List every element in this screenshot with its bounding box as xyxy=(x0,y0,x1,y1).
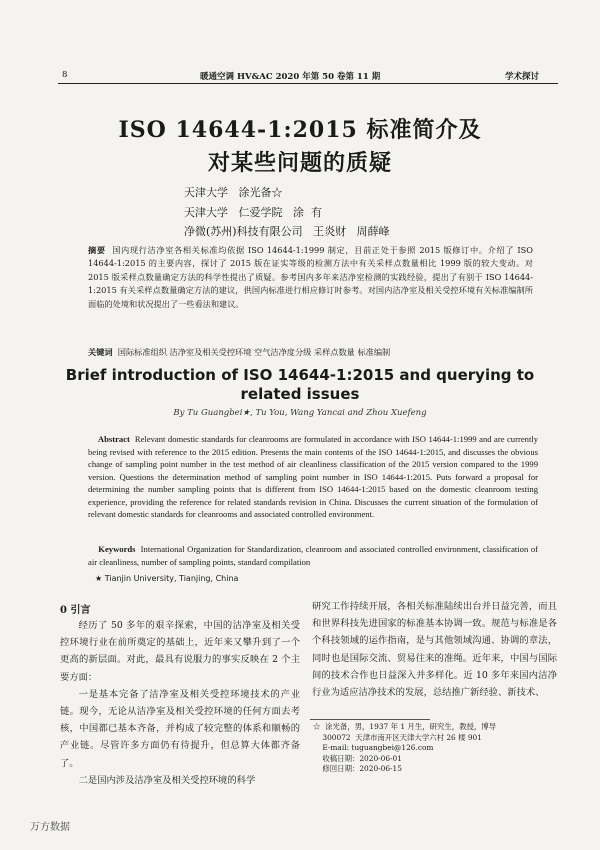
abstract-en-text: Relevant domestic standards for cleanrooms are formulated in accordance with ISO 14644-1:1999 and are currently being revised with reference to the 2015 edition. Presents the main contents of the ISO 14644-1:2015, and discusses the obvious change of sampling point number in the test method of air cleanliness classification of the 2015 version compared to the 1999 version. Questions the determination method of sampling point number in ISO 14644-1:2015. Puts forward a proposal for determining the number sampling points that is different from ISO 14644-1:2015 based on the domestic cleanroom testing experience, providing the reference for related standards revision in China. Discusses the current situation of the formulation of relevant domestic standards for cleanrooms and associated controlled environment. xyxy=(88,434,539,519)
section-heading: 0 引言 xyxy=(60,605,91,616)
title-en-line1: Brief introduction of ISO 14644-1:2015 and querying to xyxy=(65,366,535,384)
abstract-cn-text: 国内现行洁净室各相关标准均依据 ISO 14644-1:1999 制定，目前正处于参照 2015 版修订中。介绍了 ISO 14644-1:2015 的主要内容，探讨了 2015 版在证实等级的检测方法中有关采样点数量相比 1999 版的较大变动。对 2015 版采样点数量确定方法的科学性提出了质疑。参考国内多年来洁净室检测的实践经验，提出了有别于 ISO 14644-1:2015 有关采样点数量确定方法的建议，供国内标准进行相应修订时参考。对国内洁净室及相关受控环境有关标准编制所面临的处境和状况提出了一些看法和建议。 xyxy=(88,245,533,309)
title-cn-line2: 对某些问题的质疑 xyxy=(207,150,392,176)
footnote-rule xyxy=(310,719,430,720)
footnote-line: ☆ 涂光备，男，1937 年 1 月生，研究生，教授，博导 xyxy=(313,722,497,731)
author-line-3: 净微(苏州)科技有限公司 王炎财 周薛峰 xyxy=(184,225,390,238)
section-label: 学术探讨 xyxy=(505,72,540,82)
keywords-cn-text: 国际标准组织 洁净室及相关受控环境 空气洁净度分级 采样点数量 标准编制 xyxy=(117,347,391,357)
authors-en: By Tu Guangbei★, Tu You, Wang Yancai and Zhou Xuefeng xyxy=(173,408,427,418)
keywords-cn xyxy=(88,346,533,359)
keywords-cn-label: 关键词 xyxy=(88,347,113,357)
keywords-en-label: Keywords xyxy=(98,544,136,554)
keywords-en xyxy=(88,543,538,568)
header-rule xyxy=(58,83,558,84)
paragraph: 研究工作持续开展，各相关标准陆续出台并日益完善，而且和世界科技先进国家的标准基本协调一致。规范与标准是各个科技领域的运作指南，是与其他领域沟通、协调的章法，同时也是国际交流、贸易往来的准绳。近年来，中国与国际间的技术合作也日益深入并多样化。近 10 多年来国内洁净行业为适应洁净技术的发展，总结推广新经验、新技术、 xyxy=(312,601,557,699)
abstract-en xyxy=(88,433,538,521)
footnote-line: 300072 天津市南开区天津大学六村 26 楼 901 xyxy=(313,732,482,742)
page-number: 8 xyxy=(62,70,68,80)
paragraph: 一是基本完备了洁净室及相关受控环境技术的产业链。现今，无论从洁净室及相关受控环境的任何方面去考核，中国都已基本齐备，并构成了较完整的体系和顺畅的产业链。尽管许多方面仍有待提升，但总算大体都齐备了。 xyxy=(60,688,300,769)
footnote-line: 收稿日期：2020-06-01 xyxy=(313,753,402,763)
author-line-2: 天津大学 仁爱学院 涂 有 xyxy=(184,206,322,219)
watermark: 万方数据 xyxy=(30,822,70,833)
footnote-line: E-mail: tuguangbei@126.com xyxy=(313,743,434,752)
affiliation-en: ★ Tianjin University, Tianjing, China xyxy=(95,574,239,583)
abstract-cn xyxy=(88,244,533,311)
paragraph: 经历了 50 多年的艰辛探索，中国的洁净室及相关受控环境行业在前所奠定的基础上，近年来又攀升到了一个更高的新层面。对此，最具有说服力的事实反映在 2 个主要方面： xyxy=(60,620,300,683)
title-cn-line1: ISO 14644-1:2015 标准简介及 xyxy=(118,117,482,143)
abstract-cn-label: 摘要 xyxy=(88,245,106,255)
paragraph: 二是国内涉及洁净室及相关受控环境的科学 xyxy=(78,774,256,786)
abstract-en-label: Abstract xyxy=(97,434,130,444)
keywords-en-text: International Organization for Standardization, cleanroom and associated controlled environment, classification of air cleanliness, number of sampling points, standard compilation xyxy=(88,544,538,567)
right-column xyxy=(312,598,557,701)
footnote-line: 修回日期：2020-06-15 xyxy=(313,764,402,773)
title-en-line2: related issues xyxy=(240,385,360,403)
author-line-1: 天津大学 涂光备☆ xyxy=(184,186,283,199)
journal-header: 暖通空调 HV&AC 2020 年第 50 卷第 11 期 xyxy=(200,72,381,82)
left-column xyxy=(60,617,300,789)
author-footnote xyxy=(313,722,563,775)
